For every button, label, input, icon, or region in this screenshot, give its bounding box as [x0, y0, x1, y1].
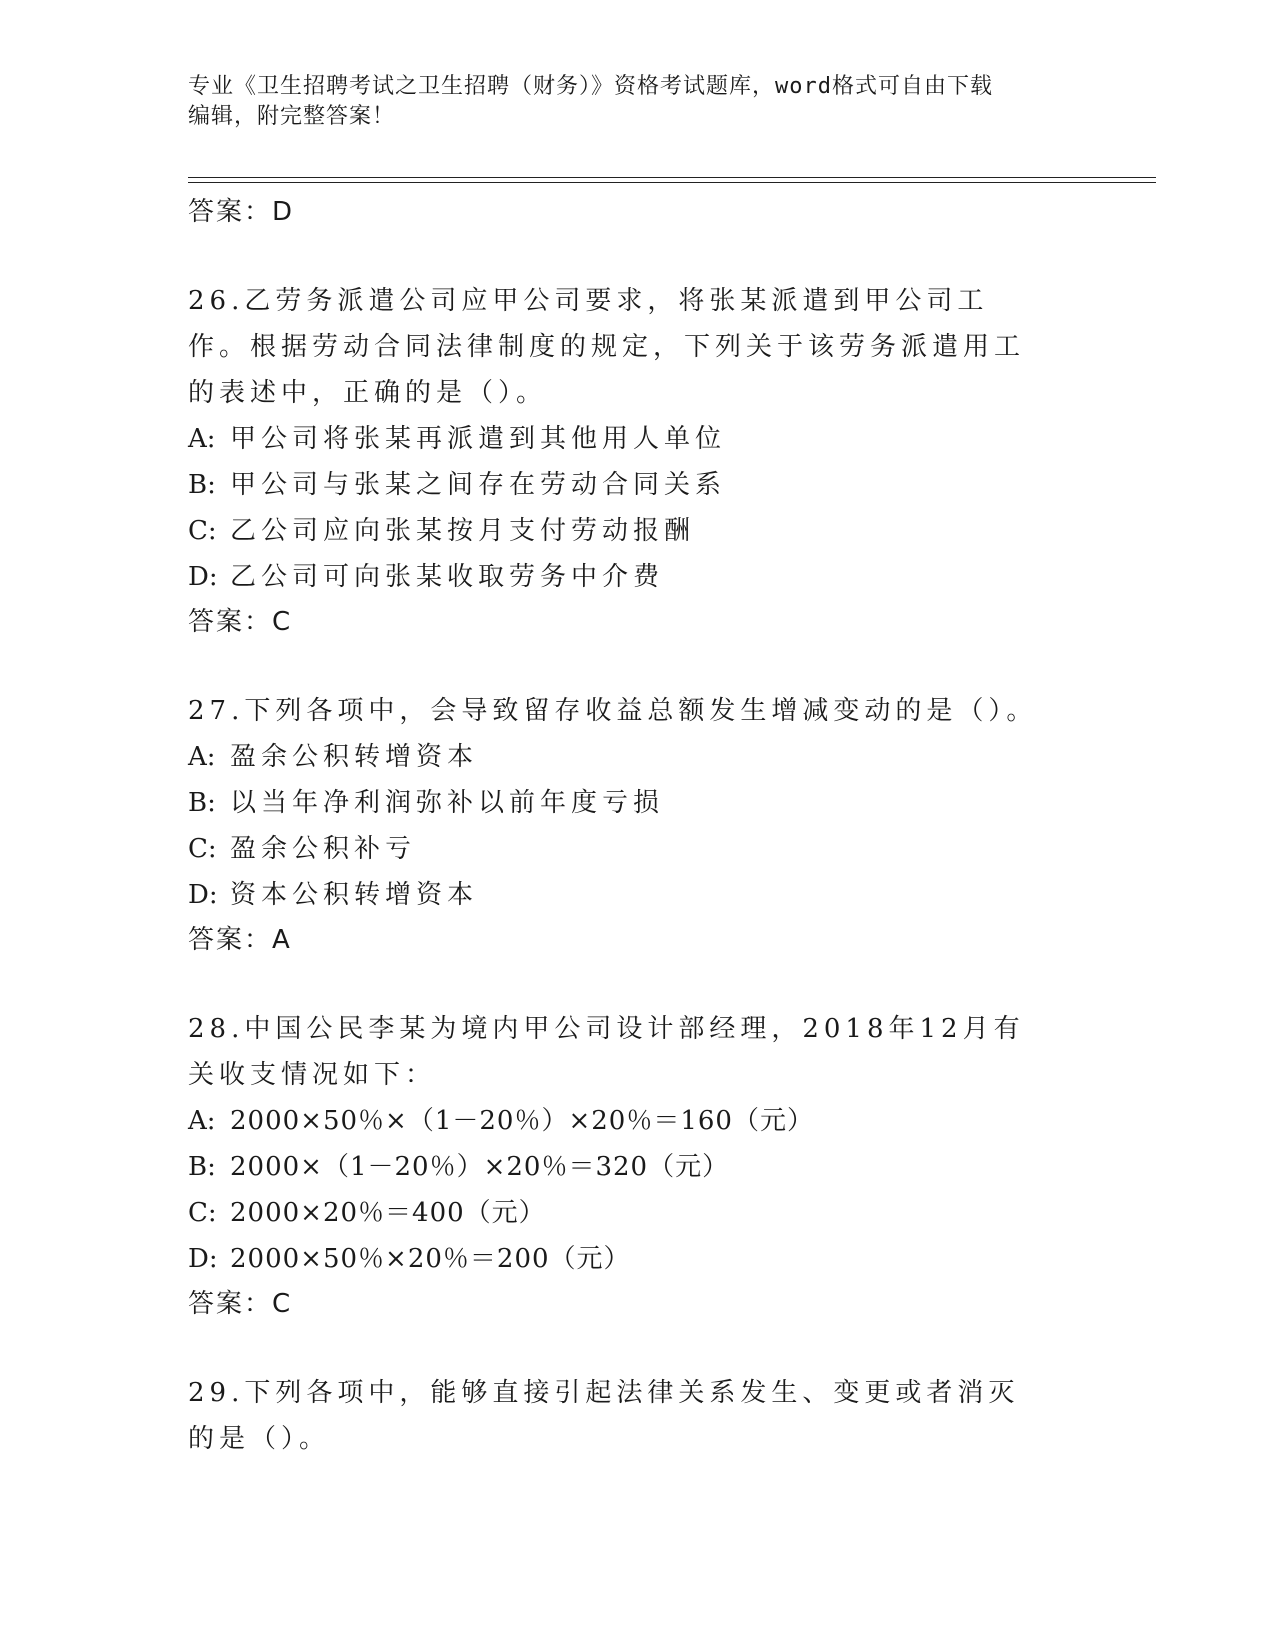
option-letter: C: — [188, 834, 217, 864]
question-29 — [188, 1370, 1088, 1462]
option-text: 以当年净利润弥补以前年度亏损 — [230, 788, 665, 818]
option-text: 盈余公积转增资本 — [230, 742, 479, 772]
answer-prev: 答案：D — [188, 197, 295, 227]
option-a — [188, 416, 1088, 462]
option-c — [188, 508, 1088, 554]
option-text: 资本公积转增资本 — [230, 880, 479, 910]
option-d — [188, 872, 1088, 918]
header-line-2: 编辑，附完整答案！ — [188, 104, 396, 129]
option-c — [188, 1190, 1088, 1236]
option-text: 盈余公积补亏 — [230, 834, 417, 864]
option-text: 乙公司可向张某收取劳务中介费 — [230, 562, 665, 592]
question-text: 28.中国公民李某为境内甲公司设计部经理，2018年12月有关收支情况如下： — [188, 1014, 1025, 1090]
answer: 答案：C — [188, 607, 293, 637]
option-letter: D: — [188, 880, 218, 910]
option-letter: A: — [188, 742, 216, 772]
option-letter: A: — [188, 424, 216, 454]
question-26 — [188, 278, 1088, 644]
question-27 — [188, 688, 1088, 962]
answer: 答案：C — [188, 1289, 293, 1319]
answer: 答案：A — [188, 925, 292, 955]
option-b — [188, 1144, 1088, 1190]
option-text: 2000×（1－20％）×20％＝320（元） — [230, 1152, 730, 1182]
question-text: 27.下列各项中，会导致留存收益总额发生增减变动的是（）。 — [188, 696, 1038, 726]
option-text: 甲公司将张某再派遣到其他用人单位 — [230, 424, 727, 454]
option-text: 乙公司应向张某按月支付劳动报酬 — [230, 516, 696, 546]
option-a — [188, 1098, 1088, 1144]
option-letter: D: — [188, 562, 218, 592]
option-b — [188, 462, 1088, 508]
option-letter: C: — [188, 516, 217, 546]
document-header — [188, 72, 1088, 132]
header-line-1: 专业《卫生招聘考试之卫生招聘（财务）》资格考试题库，word格式可自由下载 — [188, 74, 993, 99]
question-text: 26.乙劳务派遣公司应甲公司要求，将张某派遣到甲公司工作。根据劳动合同法律制度的规定，下列关于该劳务派遣用工的表述中，正确的是（）。 — [188, 286, 1026, 408]
question-list — [188, 190, 1088, 1462]
option-c — [188, 826, 1088, 872]
option-letter: B: — [188, 470, 216, 500]
option-letter: D: — [188, 1244, 218, 1274]
option-letter: B: — [188, 1152, 216, 1182]
option-d — [188, 1236, 1088, 1282]
option-letter: B: — [188, 788, 216, 818]
option-text: 2000×20％＝400（元） — [230, 1198, 546, 1228]
option-letter: A: — [188, 1106, 216, 1136]
option-letter: C: — [188, 1198, 217, 1228]
option-a — [188, 734, 1088, 780]
header-divider-top — [188, 177, 1156, 178]
option-text: 甲公司与张某之间存在劳动合同关系 — [230, 470, 727, 500]
option-b — [188, 780, 1088, 826]
option-d — [188, 554, 1088, 600]
header-divider-bottom — [188, 182, 1156, 183]
question-28 — [188, 1006, 1088, 1326]
question-text: 29.下列各项中，能够直接引起法律关系发生、变更或者消灭的是（）。 — [188, 1378, 1020, 1454]
option-text: 2000×50％×20％＝200（元） — [230, 1244, 631, 1274]
option-text: 2000×50％×（1－20％）×20％＝160（元） — [230, 1106, 814, 1136]
